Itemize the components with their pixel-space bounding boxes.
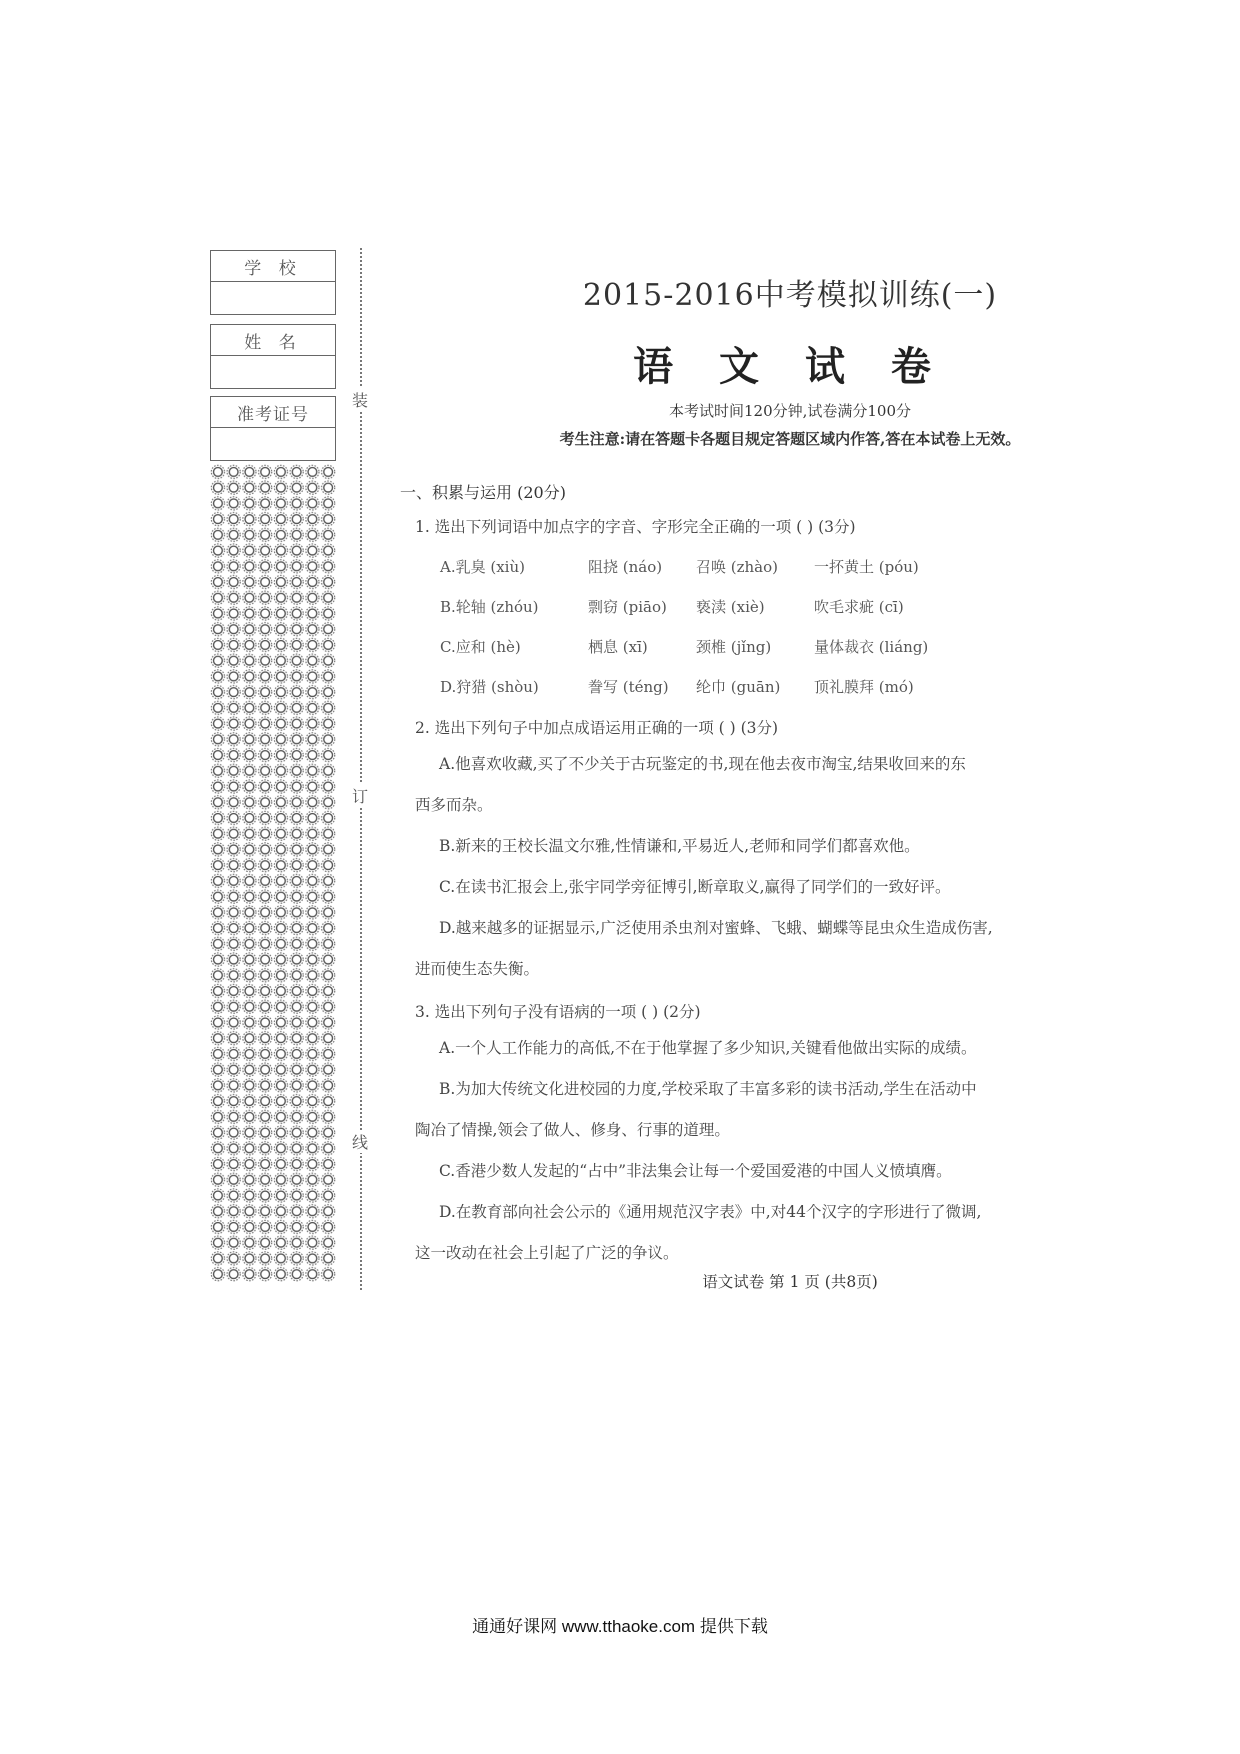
question-1-option-a (440, 556, 1180, 577)
question-3-option-b-line2: 陶冶了情操,领会了做人、修身、行事的道理。 (415, 1121, 730, 1139)
question-2-option-a-line1: A.他喜欢收藏,买了不少关于古玩鉴定的书,现在他去夜市淘宝,结果收回来的东 (439, 755, 966, 773)
question-2-option-d-line1: D.越来越多的证据显示,广泛使用杀虫剂对蜜蜂、飞蛾、蝴蝶等昆虫众生造成伤害, (439, 919, 993, 937)
option-word: B.轮轴 (zhóu) (440, 598, 539, 616)
option-word: 誊写 (téng) (588, 678, 669, 696)
option-word: 剽窃 (piāo) (588, 598, 667, 616)
question-3-option-b-line1: B.为加大传统文化进校园的力度,学校采取了丰富多彩的读书活动,学生在活动中 (439, 1080, 977, 1098)
question-3-option-d-line1: D.在教育部向社会公示的《通用规范汉字表》中,对44个汉字的字形进行了微调, (439, 1203, 982, 1221)
school-box (210, 250, 336, 315)
option-word: 顶礼膜拜 (mó) (814, 678, 914, 696)
question-2-option-b: B.新来的王校长温文尔雅,性情谦和,平易近人,老师和同学们都喜欢他。 (439, 837, 920, 855)
question-1-stem: 1. 选出下列词语中加点字的字音、字形完全正确的一项 ( ) (3分) (415, 518, 856, 536)
option-word: D.狩猎 (shòu) (440, 678, 539, 696)
option-word: A.乳臭 (xiù) (440, 558, 525, 576)
exam-info: 本考试时间120分钟,试卷满分100分 (668, 402, 912, 420)
option-word: 亵渎 (xiè) (696, 598, 765, 616)
question-2-option-c: C.在读书汇报会上,张宇同学旁征博引,断章取义,赢得了同学们的一致好评。 (439, 878, 951, 896)
question-3-option-a: A.一个人工作能力的高低,不在于他掌握了多少知识,关键看他做出实际的成绩。 (439, 1039, 977, 1057)
source-watermark: 通通好课网 www.tthaoke.com 提供下载 (472, 1617, 768, 1636)
school-label: 学 校 (211, 251, 335, 282)
exam-id-field (211, 428, 335, 460)
question-1-option-c (440, 636, 1180, 657)
exam-id-label: 准考证号 (211, 397, 335, 428)
option-word: 召唤 (zhào) (696, 558, 779, 576)
subject-title: 语 文 试 卷 (633, 343, 947, 390)
name-label: 姓 名 (211, 325, 335, 356)
bind-char-zhuang: 装 (352, 388, 368, 411)
exam-id-box (210, 396, 336, 461)
question-3-option-d-line2: 这一改动在社会上引起了广泛的争议。 (415, 1244, 679, 1262)
bind-char-ding: 订 (352, 784, 368, 807)
question-1-option-d (440, 676, 1180, 697)
option-word: 阻挠 (náo) (588, 558, 663, 576)
question-2-stem: 2. 选出下列句子中加点成语运用正确的一项 ( ) (3分) (415, 719, 779, 737)
option-word: C.应和 (hè) (440, 638, 521, 656)
question-3-stem: 3. 选出下列句子没有语病的一项 ( ) (2分) (415, 1003, 701, 1021)
option-word: 颈椎 (jǐng) (696, 638, 772, 656)
question-2-option-d-line2: 进而使生态失衡。 (415, 960, 540, 978)
question-2-option-a-line2: 西多而杂。 (415, 796, 493, 814)
name-box (210, 324, 336, 389)
exam-notice: 考生注意:请在答题卡各题目规定答题区域内作答,答在本试卷上无效。 (559, 430, 1021, 448)
option-word: 吹毛求疵 (cī) (814, 598, 904, 616)
bind-char-xian: 线 (352, 1130, 368, 1153)
exam-title: 2015-2016中考模拟训练(一) (582, 278, 998, 313)
option-word: 一抔黄土 (póu) (814, 558, 919, 576)
option-word: 量体裁衣 (liáng) (814, 638, 929, 656)
school-field (211, 282, 335, 314)
seal-pattern (210, 464, 336, 1282)
page-number: 语文试卷 第 1 页 (共8页) (702, 1273, 878, 1291)
option-word: 栖息 (xī) (588, 638, 648, 656)
name-field (211, 356, 335, 388)
question-1-option-b (440, 596, 1180, 617)
option-word: 纶巾 (guān) (696, 678, 781, 696)
section-heading: 一、积累与运用 (20分) (400, 483, 566, 502)
question-3-option-c: C.香港少数人发起的“占中”非法集会让每一个爱国爱港的中国人义愤填膺。 (439, 1162, 952, 1180)
